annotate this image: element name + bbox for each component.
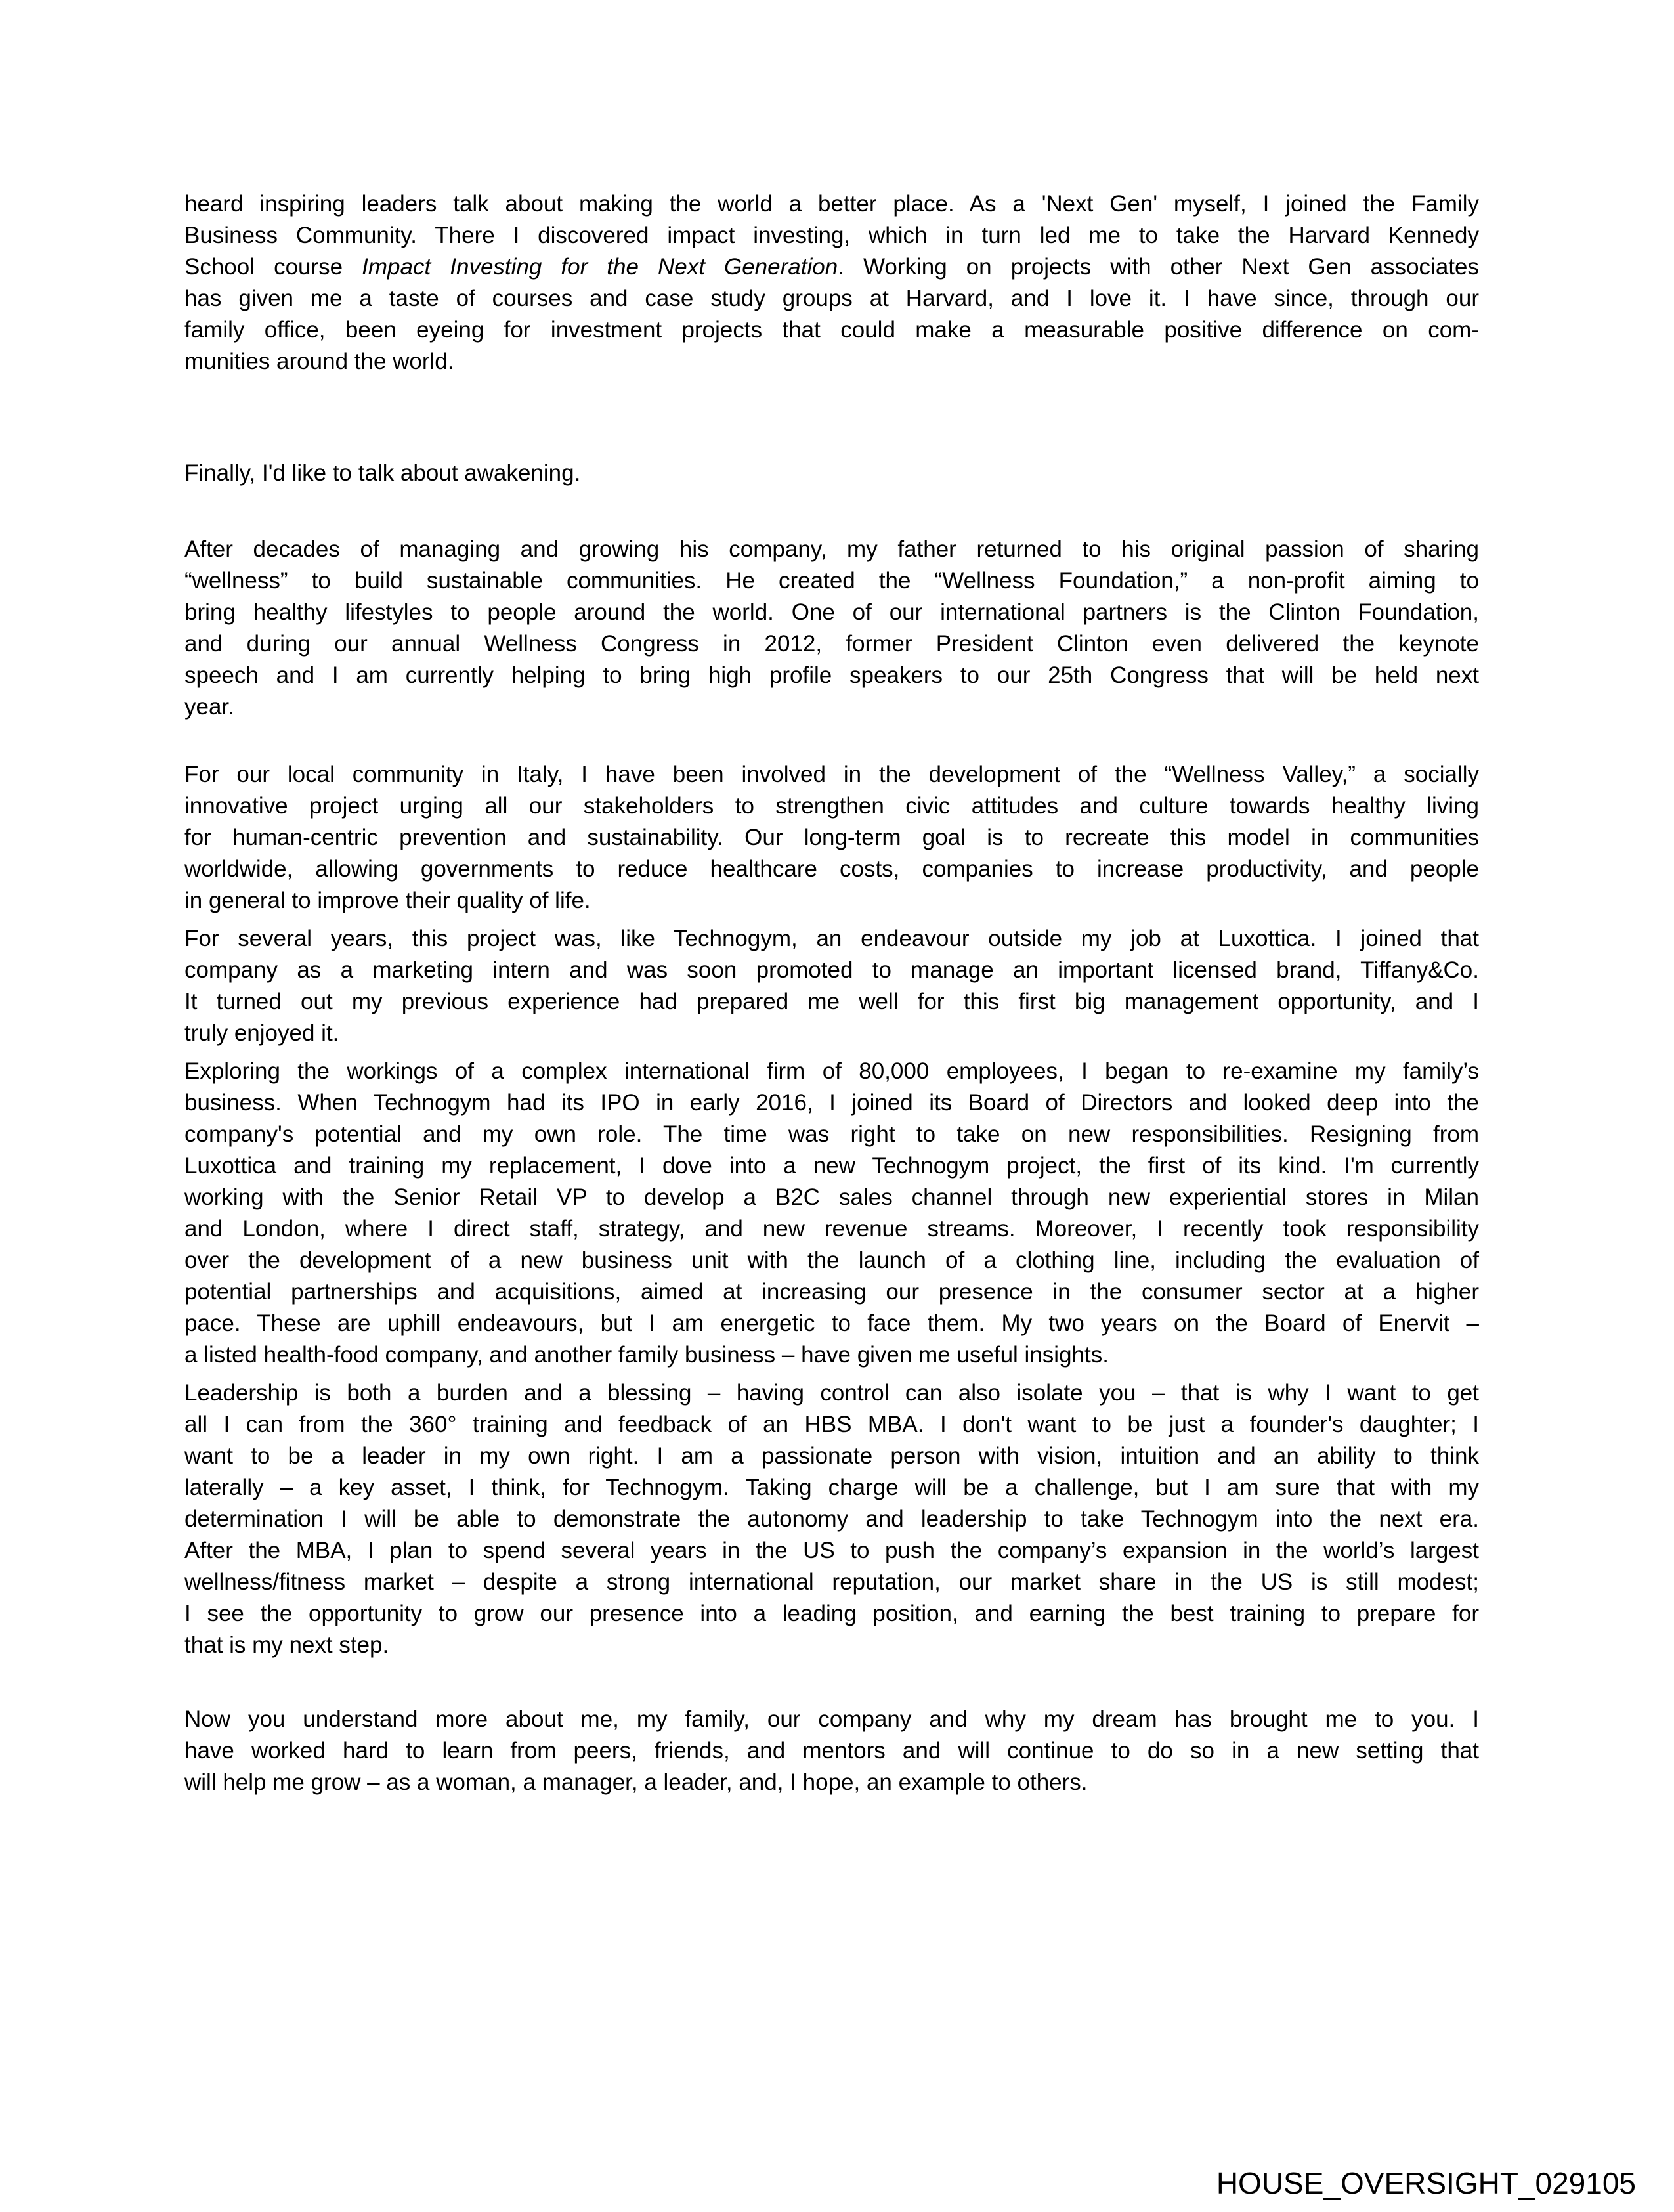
text-line: bring healthy lifestyles to people around the world. One of our international partners is the Clinton Foundation, (184, 599, 1479, 625)
text-line: truly enjoyed it. (184, 1020, 339, 1046)
text-line: It turned out my previous experience had prepared me well for this first big management opportunity, and I (184, 989, 1479, 1014)
paragraph-wellness-foundation (184, 534, 1479, 723)
text-line: speech and I am currently helping to bring high profile speakers to our 25th Congress that will be held next (184, 662, 1479, 688)
text-line: company as a marketing intern and was soon promoted to manage an important licensed brand, Tiffany&Co. (184, 957, 1479, 983)
text-line: and London, where I direct staff, strategy, and new revenue streams. Moreover, I recently took responsibility (184, 1216, 1479, 1242)
text-line: laterally – a key asset, I think, for Technogym. Taking charge will be a challenge, but I am sure that with my (184, 1475, 1479, 1500)
text-line: innovative project urging all our stakeholders to strengthen civic attitudes and culture towards healthy living (184, 793, 1479, 819)
paragraph-luxottica-tiffany (184, 923, 1479, 1049)
text-line: Exploring the workings of a complex international firm of 80,000 employees, I began to re-examine my family’s (184, 1058, 1479, 1084)
text-line: in general to improve their quality of life. (184, 888, 591, 913)
text-line: all I can from the 360° training and feedback of an HBS MBA. I don't want to be just a founder's daughter; I (184, 1412, 1479, 1437)
paragraph-family-business-community (184, 188, 1479, 378)
text-line: family office, been eyeing for investment projects that could make a measurable positive difference on com- (184, 317, 1479, 343)
text-line: Leadership is both a burden and a blessing – having control can also isolate you – that is why I want to get (184, 1380, 1479, 1406)
text-line: over the development of a new business unit with the launch of a clothing line, including the evaluation of (184, 1247, 1479, 1273)
text-line: “wellness” to build sustainable communities. He created the “Wellness Foundation,” a non-profit aiming to (184, 568, 1479, 594)
text-line: For our local community in Italy, I have been involved in the development of the “Wellness Valley,” a socially (184, 762, 1479, 787)
text-line: Finally, I'd like to talk about awakening. (184, 460, 581, 486)
paragraph-leadership-mba (184, 1377, 1479, 1661)
text-line: a listed health-food company, and another family business – have given me useful insights. (184, 1342, 1109, 1368)
text-line: I see the opportunity to grow our presence into a leading position, and earning the best training to prepare for (184, 1601, 1479, 1626)
text-line: Business Community. There I discovered impact investing, which in turn led me to take the Harvard Kennedy (184, 223, 1479, 248)
text-line: potential partnerships and acquisitions, aimed at increasing our presence in the consumer sector at a higher (184, 1279, 1479, 1305)
text-line: have worked hard to learn from peers, friends, and mentors and will continue to do so in a new setting that (184, 1738, 1479, 1764)
paragraph-closing (184, 1704, 1479, 1798)
text-line: and during our annual Wellness Congress in 2012, former President Clinton even delivered the keynote (184, 631, 1479, 657)
text-line: want to be a leader in my own right. I am a passionate person with vision, intuition and an ability to think (184, 1443, 1479, 1469)
paragraph-technogym-role (184, 1056, 1479, 1371)
bates-number: HOUSE_OVERSIGHT_029105 (1216, 2166, 1636, 2200)
text-line: After the MBA, I plan to spend several years in the US to push the company’s expansion in the world’s largest (184, 1538, 1479, 1563)
italic-course-title: Impact Investing for the Next Generation (362, 254, 838, 280)
text-line: will help me grow – as a woman, a manager, a leader, and, I hope, an example to others. (184, 1769, 1088, 1795)
paragraph-wellness-valley (184, 759, 1479, 917)
text-line: For several years, this project was, like Technogym, an endeavour outside my job at Luxottica. I joined that (184, 926, 1479, 951)
text-segment: School course (184, 254, 362, 280)
text-line: company's potential and my own role. The time was right to take on new responsibilities. Resigning from (184, 1121, 1479, 1147)
text-line: for human-centric prevention and sustainability. Our long-term goal is to recreate this model in communities (184, 825, 1479, 850)
text-line: heard inspiring leaders talk about making the world a better place. As a 'Next Gen' myself, I joined the Family (184, 191, 1479, 217)
text-line: worldwide, allowing governments to reduce healthcare costs, companies to increase productivity, and people (184, 856, 1479, 882)
text-line: munities around the world. (184, 349, 454, 374)
text-line: year. (184, 694, 234, 720)
text-line: After decades of managing and growing his company, my father returned to his original passion of sharing (184, 536, 1479, 562)
text-line: that is my next step. (184, 1632, 389, 1658)
paragraph-finally-awakening (184, 458, 1479, 489)
text-line: Luxottica and training my replacement, I dove into a new Technogym project, the first of its kind. I'm currently (184, 1153, 1479, 1179)
text-line: pace. These are uphill endeavours, but I am energetic to face them. My two years on the Board of Enervit – (184, 1311, 1479, 1336)
text-line: Now you understand more about me, my family, our company and why my dream has brought me to you. I (184, 1706, 1479, 1732)
text-line: determination I will be able to demonstrate the autonomy and leadership to take Technogym into the next era. (184, 1506, 1479, 1532)
text-line-with-italic (184, 251, 1479, 283)
text-line: wellness/fitness market – despite a strong international reputation, our market share in the US is still modest; (184, 1569, 1479, 1595)
text-segment: . Working on projects with other Next Gen associates (838, 254, 1479, 280)
text-line: working with the Senior Retail VP to develop a B2C sales channel through new experiential stores in Milan (184, 1184, 1479, 1210)
text-line: has given me a taste of courses and case study groups at Harvard, and I love it. I have since, through our (184, 286, 1479, 311)
letter-body (184, 188, 1479, 1798)
text-line: business. When Technogym had its IPO in early 2016, I joined its Board of Directors and looked deep into the (184, 1090, 1479, 1116)
